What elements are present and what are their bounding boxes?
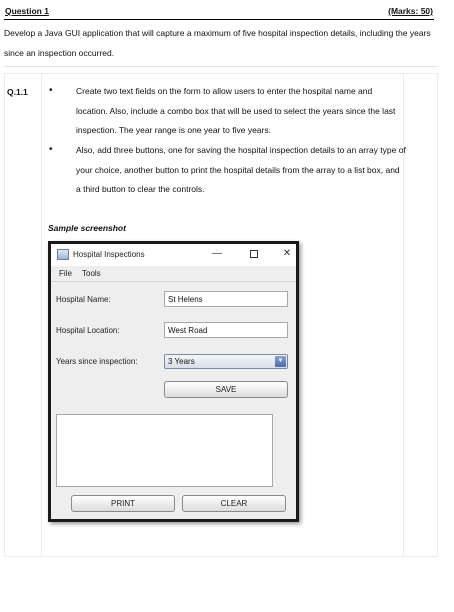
question-title: Question 1 [5,6,49,16]
bullet-text: Also, add three buttons, one for saving the hospital inspection details to an array type of your choice, another button to print the hospital details from the array to a list box, and a third button to clear the controls. [76,145,406,194]
title-bar[interactable] [51,244,296,266]
hospital-name-field[interactable]: St Helens [164,291,288,307]
divider [4,66,438,67]
years-since-inspection-label: Years since inspection: [56,357,138,366]
years-combo-box[interactable] [164,354,288,369]
menu-file[interactable]: File [59,269,72,278]
menu-tools[interactable]: Tools [82,269,101,278]
clear-button[interactable]: CLEAR [182,495,286,512]
save-button[interactable]: SAVE [164,381,288,398]
minimize-button[interactable]: — [212,248,222,259]
window-title: Hospital Inspections [73,250,145,259]
maximize-icon [250,250,258,258]
chevron-down-icon[interactable]: ▼ [275,356,286,367]
bullet-icon: • [49,85,53,96]
menu-bar [51,266,296,282]
bullet-icon: • [49,144,53,155]
question-intro: Develop a Java GUI application that will capture a maximum of five hospital inspection details, including the years since an inspection occurred. [4,28,431,58]
table-column-divider [41,73,42,557]
sample-screenshot-label: Sample screenshot [48,223,126,233]
hospital-details-list-box[interactable] [56,414,273,487]
hospital-name-label: Hospital Name: [56,295,111,304]
combo-selected-value: 3 Years [168,357,195,366]
question-marks: (Marks: 50) [388,6,433,16]
bullet-text: Create two text fields on the form to allow users to enter the hospital name and location. Also, include a combo box that will be used to select the years since the last inspection. The year range is one year to five years. [76,86,396,135]
maximize-button[interactable] [246,247,262,261]
subquestion-number: Q.1.1 [7,87,28,97]
hospital-inspections-window [48,241,299,522]
print-button[interactable]: PRINT [71,495,175,512]
question-header [4,4,434,20]
java-app-icon [57,249,69,260]
close-button[interactable]: ✕ [282,248,292,259]
hospital-location-label: Hospital Location: [56,326,120,335]
hospital-location-field[interactable]: West Road [164,322,288,338]
